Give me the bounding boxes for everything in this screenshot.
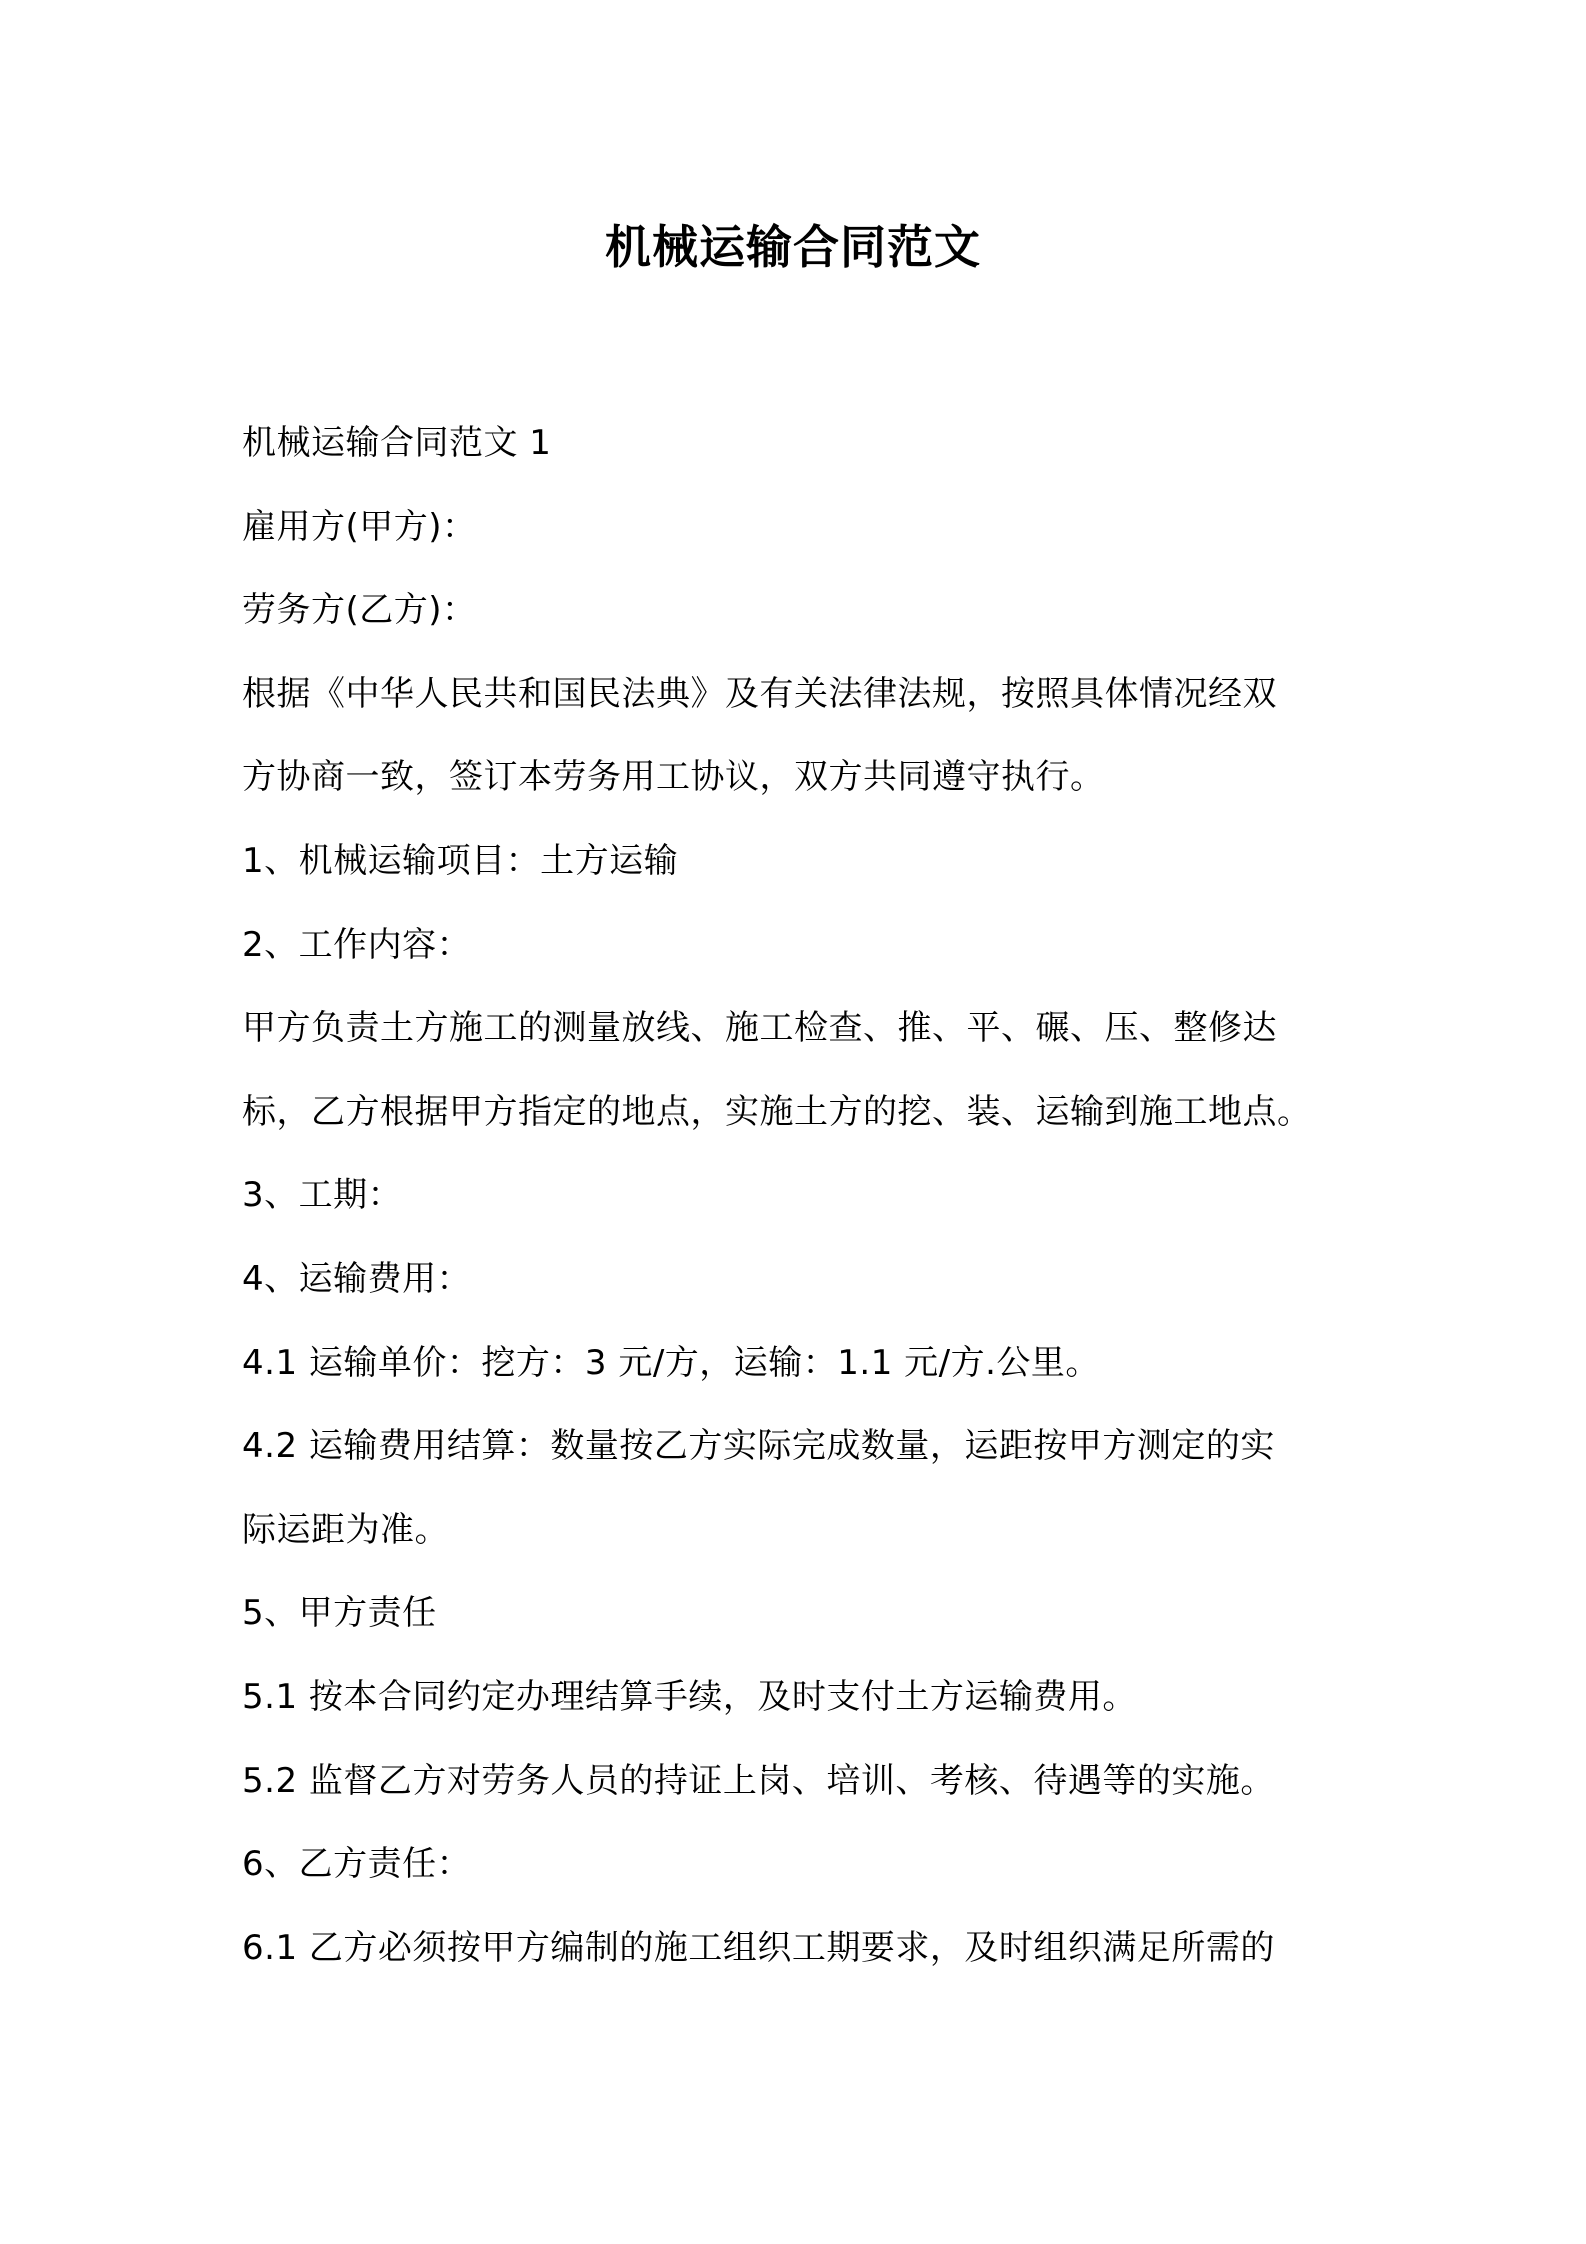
clause-line: 4.2 运输费用结算：数量按乙方实际完成数量，运距按甲方测定的实 bbox=[242, 1426, 1275, 1467]
paragraph-line: 甲方负责土方施工的测量放线、施工检查、推、平、碾、压、整修达 bbox=[242, 1008, 1277, 1049]
contractor-field: 劳务方(乙方)： bbox=[242, 590, 477, 631]
paragraph-line: 标，乙方根据甲方指定的地点，实施土方的挖、装、运输到施工地点。 bbox=[242, 1091, 1312, 1132]
clause-line: 2、工作内容： bbox=[242, 924, 472, 965]
paragraph-line: 方协商一致，签订本劳务用工协议，双方共同遵守执行。 bbox=[242, 757, 1105, 798]
document-body bbox=[242, 402, 1362, 1990]
document-title: 机械运输合同范文 bbox=[605, 220, 981, 274]
employer-field: 雇用方(甲方)： bbox=[242, 506, 477, 547]
clause-line: 5.1 按本合同约定办理结算手续，及时支付土方运输费用。 bbox=[242, 1676, 1137, 1717]
clause-line: 1、机械运输项目：土方运输 bbox=[242, 840, 679, 881]
clause-line: 6、乙方责任： bbox=[242, 1844, 472, 1885]
paragraph-line: 际运距为准。 bbox=[242, 1509, 449, 1550]
clause-line: 5.2 监督乙方对劳务人员的持证上岗、培训、考核、待遇等的实施。 bbox=[242, 1760, 1275, 1801]
clause-line: 4.1 运输单价：挖方：3 元/方，运输：1.1 元/方.公里。 bbox=[242, 1342, 1100, 1383]
clause-line: 3、工期： bbox=[242, 1175, 403, 1216]
section-heading: 机械运输合同范文 1 bbox=[242, 423, 552, 463]
clause-line: 5、甲方责任 bbox=[242, 1593, 437, 1634]
clause-line: 4、运输费用： bbox=[242, 1258, 472, 1299]
clause-line: 6.1 乙方必须按甲方编制的施工组织工期要求，及时组织满足所需的 bbox=[242, 1927, 1275, 1968]
paragraph-line: 根据《中华人民共和国民法典》及有关法律法规，按照具体情况经双 bbox=[242, 673, 1277, 714]
